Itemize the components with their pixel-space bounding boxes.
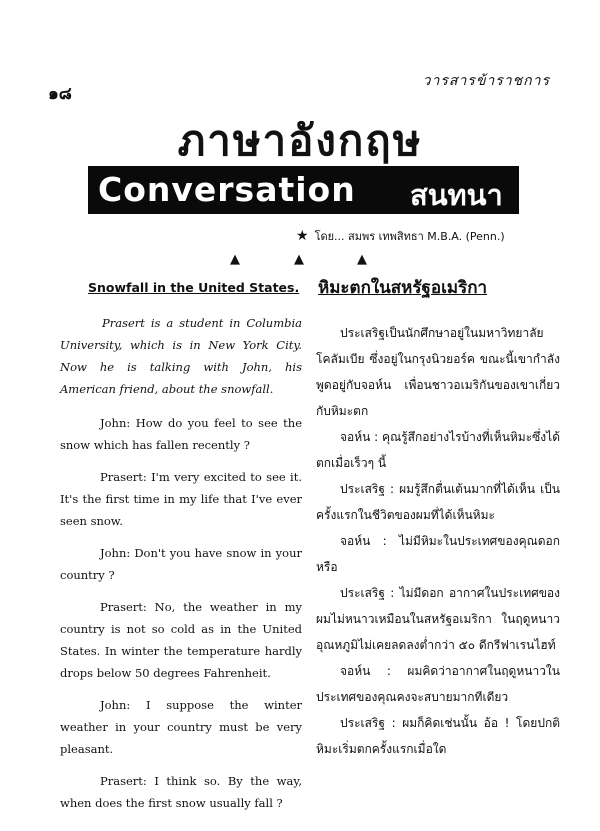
- banner-thai-title: สนทนา: [410, 178, 503, 212]
- triangle-ornament-1: ▲: [230, 252, 240, 267]
- english-line: John: I suppose the winter weather in your country must be very pleasant.: [60, 698, 302, 756]
- byline-text: โดย... สมพร เทพสิทธา M.B.A. (Penn.): [314, 230, 505, 243]
- english-line: Prasert: No, the weather in my country is not so cold as in the United States. In winter the temperature hardly drops below 50 degrees Fahrenheit.: [60, 600, 302, 680]
- journal-title: วารสารข้าราชการ: [422, 73, 550, 89]
- thai-line: ประเสริฐ : ผมก็คิดเช่นนั้น อ้อ ! โดยปกติหิมะเริ่มตกครั้งแรกเมื่อใด: [316, 716, 560, 756]
- triangle-ornament-3: ▲: [357, 252, 367, 267]
- thai-line: จอห์น : ผมคิดว่าอากาศในฤดูหนาวในประเทศของคุณคงจะสบายมากทีเดียว: [316, 664, 560, 704]
- star-icon: ★: [296, 228, 309, 244]
- heading-thai: ภาษาอังกฤษ: [177, 116, 423, 165]
- thai-line: จอห์น : ไม่มีหิมะในประเทศของคุณดอกหรือ: [316, 534, 560, 574]
- english-column: [60, 312, 302, 824]
- thai-column: [316, 320, 560, 762]
- english-intro: Prasert is a student in Columbia University, which is in New York City. Now he is talking with John, his American friend, about the snowfall.: [60, 316, 302, 396]
- english-line: John: How do you feel to see the snow which has fallen recently ?: [60, 416, 302, 452]
- page-number: ๑๘: [48, 84, 72, 104]
- triangle-ornament-2: ▲: [294, 252, 304, 267]
- english-line: John: Don't you have snow in your country ?: [60, 546, 302, 582]
- english-section-title: Snowfall in the United States.: [88, 280, 300, 295]
- banner-english-title: Conversation: [98, 170, 356, 209]
- byline: [296, 227, 505, 245]
- english-line: Prasert: I think so. By the way, when does the first snow usually fall ?: [60, 774, 302, 810]
- thai-intro: ประเสริฐเป็นนักศึกษาอยู่ในมหาวิทยาลัยโคลัมเบีย ซึ่งอยู่ในกรุงนิวยอร์ค ขณะนี้เขากำลังพูดอยู่กับจอห์น เพื่อนชาวอเมริกันของเขาเกี่ยวกับหิมะตก: [316, 326, 560, 418]
- thai-line: ประเสริฐ : ไม่มีดอก อากาศในประเทศของผมไม่หนาวเหมือนในสหรัฐอเมริกา ในฤดูหนาวอุณหภูมิไม่เคยลดลงต่ำกว่า ๕๐ ดีกรีฟาเรนไฮท์: [316, 586, 560, 652]
- thai-line: จอห์น : คุณรู้สึกอย่างไรบ้างที่เห็นหิมะซึ่งได้ตกเมื่อเร็วๆ นี้: [316, 430, 560, 470]
- thai-line: ประเสริฐ : ผมรู้สึกตื่นเต้นมากที่ได้เห็น เป็นครั้งแรกในชีวิตของผมที่ได้เห็นหิมะ: [316, 482, 560, 522]
- thai-section-title: หิมะตกในสหรัฐอเมริกา: [318, 278, 488, 298]
- english-line: Prasert: I'm very excited to see it. It's the first time in my life that I've ever seen snow.: [60, 470, 302, 528]
